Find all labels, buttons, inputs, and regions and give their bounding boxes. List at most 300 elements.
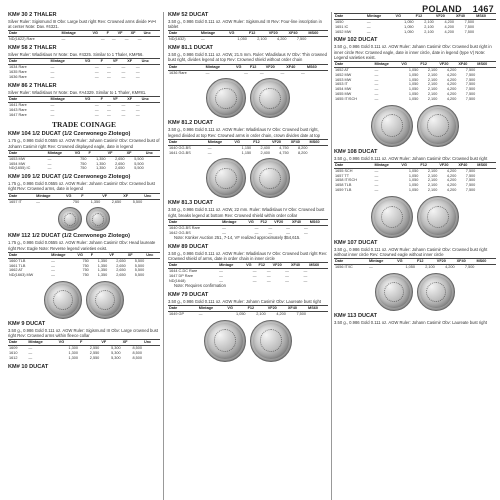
entry-title: KM# 113 DUCAT: [334, 312, 378, 319]
table-cell: 7,500: [296, 311, 307, 316]
column-header: XF40: [287, 305, 307, 311]
column-header: Unc: [141, 97, 160, 103]
column-header: XF: [126, 150, 145, 156]
column-header: MS60: [476, 62, 496, 68]
column-header: VF20: [438, 62, 457, 68]
table-cell: 4,200: [446, 168, 457, 173]
table-cell: —: [303, 278, 308, 283]
table-cell: 1636 Rare: [9, 75, 27, 79]
table-cell: —: [303, 225, 308, 230]
column-header: VG: [91, 31, 105, 37]
column-header: Date: [334, 62, 373, 68]
column-header: MS60: [309, 139, 328, 145]
table-cell: [141, 75, 160, 80]
entry-description: 1.75 g., 0.986 Gold 0.0555 oz. AGW Ruler: Johann Casimir Obv: Crowned bust of Johann Casimir right Rev: Crowned displayed eagle, date in legend: [8, 138, 160, 149]
table-cell: 7,500: [464, 29, 475, 34]
column-header: F12: [258, 263, 272, 269]
table-row: [168, 37, 328, 42]
table-cell: 4,750: [279, 145, 289, 150]
entry-description: 3.50 g., 0.986 Gold 0.111 oz. AGW Ruler: Johann Casimir Obv: Crowned bust right: [334, 155, 488, 161]
table-cell: 7,500: [465, 96, 476, 101]
column-header: Mintage: [366, 14, 395, 20]
table-cell: 5,500: [134, 258, 145, 263]
table-cell: —: [121, 103, 126, 107]
column-header: VG: [245, 263, 257, 269]
table-cell: 750: [72, 199, 80, 204]
table-cell: 1640 GG-BS: [169, 145, 191, 150]
catalog-entry: [334, 149, 496, 193]
price-table: [334, 61, 496, 102]
column-header: VG: [400, 62, 419, 68]
table-cell: 7,500: [465, 77, 476, 82]
column-header: Date: [8, 252, 50, 258]
table-cell: 4,200: [276, 311, 286, 316]
entry-title: KM# 108 DUCAT: [334, 148, 378, 155]
coin-photos: [168, 158, 328, 198]
column-header: Unc: [145, 150, 160, 156]
column-header: Date: [168, 219, 221, 225]
table-cell: —: [252, 269, 257, 274]
table-row: [168, 70, 328, 75]
table-cell: —: [94, 103, 99, 107]
table-cell: 1,050: [404, 29, 414, 34]
table-row: [8, 37, 160, 42]
column-header: VF: [100, 340, 121, 346]
table-row: [8, 166, 160, 171]
catalog-entry: [8, 131, 160, 171]
table-cell: 5,300: [111, 351, 121, 356]
table-cell: 1657 TT: [335, 173, 350, 178]
catalog-entry: [334, 37, 496, 101]
table-cell: 4,200: [446, 187, 457, 192]
table-cell: —: [121, 75, 126, 79]
table-cell: —: [205, 70, 210, 75]
table-cell: [141, 113, 160, 118]
table-cell: 7,500: [465, 187, 476, 192]
table-cell: 2,100: [427, 168, 438, 173]
table-cell: 4,200: [277, 37, 287, 42]
table-cell: —: [374, 187, 379, 192]
table-cell: 1,050: [408, 68, 419, 72]
table-cell: 750: [82, 258, 89, 263]
column-header: Mintage: [205, 64, 235, 70]
table-cell: 2,100: [427, 96, 438, 101]
table-cell: ND(1648): [169, 278, 186, 283]
table-cell: 7,500: [465, 183, 476, 188]
coin-reverse-image: [417, 196, 459, 238]
column-1: [8, 12, 160, 500]
table-cell: 2,100: [427, 68, 438, 72]
table-cell: —: [303, 230, 308, 235]
table-cell: 1662 AT: [9, 268, 23, 273]
table-cell: 2,550: [89, 351, 100, 356]
entry-description: 1.75 g., 0.986 Gold 0.0555 oz. AGW Ruler: Johann Casimir Obv: Crowned bust right Rev: Crowned arms, date in legend: [8, 181, 155, 192]
column-header: MS60: [306, 64, 328, 70]
table-cell: —: [286, 230, 290, 235]
table-cell: 1,050: [408, 168, 419, 173]
entry-description: 3.50 g., 0.986 Gold 0.111 oz. AGW Ruler: Johann Casimir Obv: Crowned bust right in inner circle Rev: Crowned eagle, date in inner circle, date in legend (type V) Note: Legend varieties exist.: [334, 44, 492, 60]
table-row: [8, 75, 160, 80]
table-cell: 7,500: [464, 20, 475, 24]
column-header: XF: [122, 340, 143, 346]
table-cell: 1,050: [408, 72, 419, 77]
table-cell: 1,350: [96, 166, 106, 171]
table-cell: 2,100: [427, 72, 438, 77]
table-cell: 7,500: [464, 24, 475, 29]
table-cell: 5,500: [134, 161, 144, 166]
table-cell: 2,650: [115, 161, 125, 166]
table-cell: 1609: [9, 346, 18, 351]
table-cell: —: [301, 70, 305, 75]
table-cell: —: [121, 70, 126, 75]
table-row: [334, 30, 496, 35]
table-cell: 5,300: [111, 346, 121, 351]
table-cell: 1647 Rare: [9, 112, 27, 117]
column-header: MS60: [308, 263, 328, 269]
price-table: [168, 139, 328, 156]
column-header: Mintage: [373, 162, 400, 168]
table-cell: 1,050: [405, 265, 415, 270]
table-cell: —: [28, 346, 33, 351]
table-cell: 7,500: [465, 82, 476, 87]
table-cell: 2,100: [424, 20, 434, 24]
table-cell: 1634 Rare: [9, 65, 27, 70]
table-cell: —: [374, 72, 379, 77]
table-cell: —: [254, 230, 259, 235]
table-cell: 1653 MW: [335, 77, 352, 82]
table-cell: —: [50, 70, 55, 75]
column-header: VG: [235, 64, 249, 70]
table-cell: 5,500: [134, 273, 145, 278]
column-header: VG: [400, 162, 419, 168]
table-cell: —: [368, 265, 373, 270]
entry-description: 3.50 g., 0.986 Gold 0.111 oz. AGW Ruler: Sigismund III Rev: Four-line inscription in tablet: [168, 19, 322, 30]
column-header: MS60: [475, 259, 496, 265]
table-cell: —: [374, 91, 379, 96]
column-header: F12: [252, 139, 271, 145]
catalog-entry: [8, 233, 160, 278]
table-cell: —: [107, 70, 111, 75]
coin-reverse-image: [417, 105, 459, 147]
table-cell: 1659 TLB: [335, 187, 352, 192]
table-cell: 2,100: [424, 29, 434, 34]
catalog-entry: [334, 13, 496, 34]
table-cell: 2,100: [257, 37, 267, 42]
column-header: VF: [108, 252, 126, 258]
table-cell: 1650: [335, 20, 344, 24]
table-cell: 2,100: [427, 87, 438, 92]
table-cell: [307, 37, 328, 42]
coin-photos: [334, 105, 496, 147]
entry-note: Note: Requires confirmation: [174, 283, 226, 289]
catalog-entry: [168, 292, 328, 317]
table-cell: 2,650: [116, 263, 126, 268]
table-cell: 750: [82, 268, 89, 273]
table-cell: —: [266, 269, 271, 274]
column-header: F12: [419, 162, 438, 168]
column-header: F12: [248, 31, 268, 37]
table-cell: —: [374, 96, 379, 101]
table-cell: 7,500: [465, 173, 476, 178]
table-cell: 1641 GG-BS: [169, 150, 191, 155]
column-header: Unc: [143, 193, 160, 199]
table-cell: 4,200: [446, 68, 457, 72]
table-cell: 2,100: [424, 24, 434, 29]
table-cell: 2,100: [427, 173, 438, 178]
table-cell: 1642 GG-BS: [169, 230, 191, 235]
column-header: MS60: [307, 305, 328, 311]
table-cell: —: [94, 70, 99, 75]
coin-obverse-image: [371, 196, 413, 238]
price-table: [334, 162, 496, 193]
table-cell: —: [124, 37, 129, 42]
coin-photos: [334, 273, 496, 311]
column-header: VG: [74, 150, 88, 156]
table-row: [168, 311, 328, 316]
table-cell: 1651 IC: [335, 24, 349, 29]
column-header: Mintage: [221, 219, 247, 225]
entry-description: 3.50 g., 0.986 Gold 0.111 oz. AGW Ruler: Sigismund III Obv: Large crowned bust right Rev: Crowned arms within fleece collar: [8, 327, 158, 339]
table-cell: —: [374, 173, 379, 178]
column-header: F: [100, 97, 112, 103]
catalog-entry: [334, 313, 496, 325]
table-cell: —: [94, 107, 99, 112]
table-cell: 4,200: [444, 20, 454, 24]
table-cell: 5,300: [111, 355, 121, 360]
coin-obverse-image: [375, 273, 413, 311]
column-header: F12: [249, 64, 265, 70]
table-cell: 1,050: [408, 87, 419, 92]
table-cell: 1,350: [97, 258, 108, 263]
table-cell: 1644 C-DC Rare: [169, 269, 198, 274]
table-row: [8, 199, 160, 204]
column-header: Unc: [145, 252, 160, 258]
table-cell: —: [374, 82, 379, 87]
table-cell: —: [244, 70, 248, 75]
column-header: XF40: [285, 64, 306, 70]
table-cell: 7,500: [465, 178, 476, 183]
table-cell: 1,050: [237, 37, 247, 42]
coin-obverse-image: [206, 78, 246, 118]
table-cell: 1653 IT: [335, 82, 348, 87]
table-cell: 1640 GG-BS Rare: [169, 225, 201, 230]
column-header: VF20: [268, 31, 288, 37]
entry-title: KM# 102 DUCAT: [334, 37, 378, 44]
table-cell: 4,200: [446, 91, 457, 96]
entry-title: KM# 30 2 THALER: [8, 12, 57, 18]
table-cell: 1,050: [408, 173, 419, 178]
table-cell: 1,150: [241, 150, 252, 155]
table-cell: —: [47, 166, 52, 171]
catalog-entry: [168, 244, 328, 289]
column-header: Mintage: [35, 193, 65, 199]
table-cell: —: [374, 168, 379, 173]
table-cell: 4,200: [446, 183, 457, 188]
column-header: VF20: [435, 14, 455, 20]
entry-title: KM# 81.3 DUCAT: [168, 200, 213, 207]
column-header: XF: [126, 97, 140, 103]
table-cell: 1,300: [68, 351, 78, 356]
table-cell: 1,050: [404, 24, 414, 29]
catalog-entry: [168, 12, 328, 42]
table-cell: 4,200: [444, 24, 454, 29]
column-header: VG: [395, 14, 415, 20]
table-cell: 2,650: [115, 156, 125, 161]
column-header: XF: [130, 31, 143, 37]
table-cell: 8,500: [132, 351, 142, 356]
table-cell: 7,500: [465, 72, 476, 77]
catalog-entry: [168, 120, 328, 155]
table-cell: 1612: [9, 355, 18, 360]
column-header: Date: [168, 139, 207, 145]
column-header: VF: [112, 59, 126, 65]
column-header: XF40: [455, 14, 475, 20]
table-cell: 1,350: [96, 161, 106, 166]
table-cell: 1660 TLB: [9, 258, 26, 263]
table-cell: 750: [82, 263, 89, 268]
coin-reverse-image: [250, 78, 290, 118]
table-cell: 1652 MW: [335, 72, 352, 77]
column-divider: [163, 12, 164, 500]
column-header: F: [106, 31, 117, 37]
table-cell: —: [222, 225, 226, 230]
table-cell: —: [374, 178, 379, 183]
column-header: XF40: [288, 31, 308, 37]
table-cell: —: [51, 258, 55, 263]
table-cell: 2,650: [116, 268, 126, 273]
table-cell: 2,100: [256, 311, 266, 316]
column-header: Mintage: [198, 305, 227, 311]
column-header: MS60: [307, 31, 328, 37]
entry-title: KM# 58 2 THALER: [8, 45, 57, 52]
table-cell: 4,200: [446, 82, 457, 87]
table-cell: 2,650: [115, 166, 125, 171]
table-cell: 1655 IT/SCH: [335, 96, 357, 101]
table-cell: —: [135, 103, 140, 107]
entry-description: 1.75 g., 0.986 Gold 0.0555 oz. AGW Ruler: Johann Casimir Obv: Head laureate right Rev: Eagle Note: Reverse legend varieties exist.: [8, 240, 156, 251]
column-header: VG: [228, 31, 248, 37]
table-cell: 1654 MW: [9, 161, 26, 166]
table-cell: 2,400: [260, 150, 270, 155]
table-cell: 1,350: [97, 263, 108, 268]
table-cell: 1656 IT/IC: [335, 265, 353, 270]
table-cell: —: [121, 107, 126, 112]
table-cell: —: [285, 278, 289, 283]
table-cell: —: [374, 77, 379, 82]
column-header: Date: [8, 97, 49, 103]
table-cell: —: [135, 65, 140, 70]
table-cell: 1,050: [408, 82, 419, 87]
table-cell: 1,050: [408, 77, 419, 82]
column-header: Date: [8, 340, 27, 346]
column-header: Date: [8, 150, 47, 156]
column-header: Date: [168, 64, 205, 70]
column-header: Mintage: [200, 31, 228, 37]
price-table: [168, 219, 328, 236]
table-cell: —: [252, 278, 257, 283]
table-cell: —: [50, 103, 55, 107]
table-cell: 2,400: [260, 145, 270, 150]
table-cell: 8,200: [298, 150, 308, 155]
page-number: 1467: [472, 4, 494, 14]
column-header: Date: [334, 14, 366, 20]
table-cell: 1649 GP: [169, 311, 184, 316]
table-cell: 1,350: [97, 273, 108, 278]
table-cell: 4,750: [279, 150, 289, 155]
table-cell: —: [285, 269, 289, 274]
entry-description: 3.50 g., 0.986 Gold 0.111 oz. AGW, 21.5 mm. Ruler: Wladislaus IV Obv: Thin crowned bust right, divides legend at top Rev: Crowned shield without order chain: [168, 52, 327, 63]
table-cell: 2,650: [116, 258, 126, 263]
table-cell: 1,050: [236, 311, 246, 316]
table-cell: —: [219, 278, 223, 283]
column-header: F12: [259, 219, 273, 225]
column-header: VG: [226, 305, 246, 311]
entry-title: KM# 86 2 THALER: [8, 82, 57, 89]
table-row: [334, 265, 496, 270]
column-2: [168, 12, 328, 500]
table-cell: ND(1622) Rare: [9, 37, 35, 42]
column-header: Date: [8, 59, 49, 65]
catalog-entry: [8, 12, 160, 42]
entry-title: KM# 9 DUCAT: [8, 320, 46, 327]
coin-photos: [334, 196, 496, 238]
catalog-entry: [8, 321, 160, 361]
price-table: [334, 13, 496, 34]
table-cell: —: [61, 37, 66, 42]
table-cell: —: [121, 112, 126, 117]
table-cell: 4,200: [446, 173, 457, 178]
table-cell: [476, 97, 496, 102]
table-cell: 1655 MW: [335, 91, 352, 96]
table-cell: —: [50, 65, 55, 70]
catalog-entry: [168, 45, 328, 75]
table-cell: 1,050: [408, 183, 419, 188]
table-cell: —: [107, 107, 111, 112]
column-header: Mintage: [218, 263, 245, 269]
column-header: XF40: [457, 162, 476, 168]
table-cell: 1655 SCH: [335, 168, 353, 173]
column-header: XF40: [290, 139, 309, 145]
entry-description: 3.50 g., 0.986 Gold 0.111 oz. AGW Ruler: Wladislaus IV Obv: Crowned bust right, legend divided at top Rev: Crowned arms in order chain, crown divides date at top: [168, 127, 320, 138]
table-cell: 1,050: [408, 96, 419, 101]
table-cell: —: [111, 37, 116, 42]
table-cell: 2,650: [111, 199, 122, 204]
table-cell: —: [51, 263, 55, 268]
table-cell: 7,500: [465, 87, 476, 92]
catalog-entry: [168, 200, 328, 240]
table-cell: —: [28, 355, 33, 360]
column-header: XF: [126, 59, 140, 65]
entry-title: KM# 79 DUCAT: [168, 291, 209, 298]
table-cell: 8,500: [132, 355, 142, 360]
coin-obverse-image: [204, 320, 246, 362]
table-cell: 1,300: [68, 346, 78, 351]
table-cell: [145, 273, 160, 278]
table-cell: ND(1632): [169, 37, 186, 42]
coin-reverse-image: [86, 207, 110, 231]
table-cell: [143, 37, 160, 42]
column-header: VF: [117, 31, 130, 37]
column-header: F: [100, 59, 112, 65]
table-cell: —: [366, 20, 371, 24]
column-header: Mintage: [368, 259, 396, 265]
price-table: [334, 258, 496, 270]
table-cell: —: [374, 87, 379, 92]
table-cell: —: [280, 70, 285, 75]
column-header: VF20: [272, 263, 290, 269]
column-header: VF20: [273, 219, 291, 225]
table-cell: 1,050: [408, 178, 419, 183]
